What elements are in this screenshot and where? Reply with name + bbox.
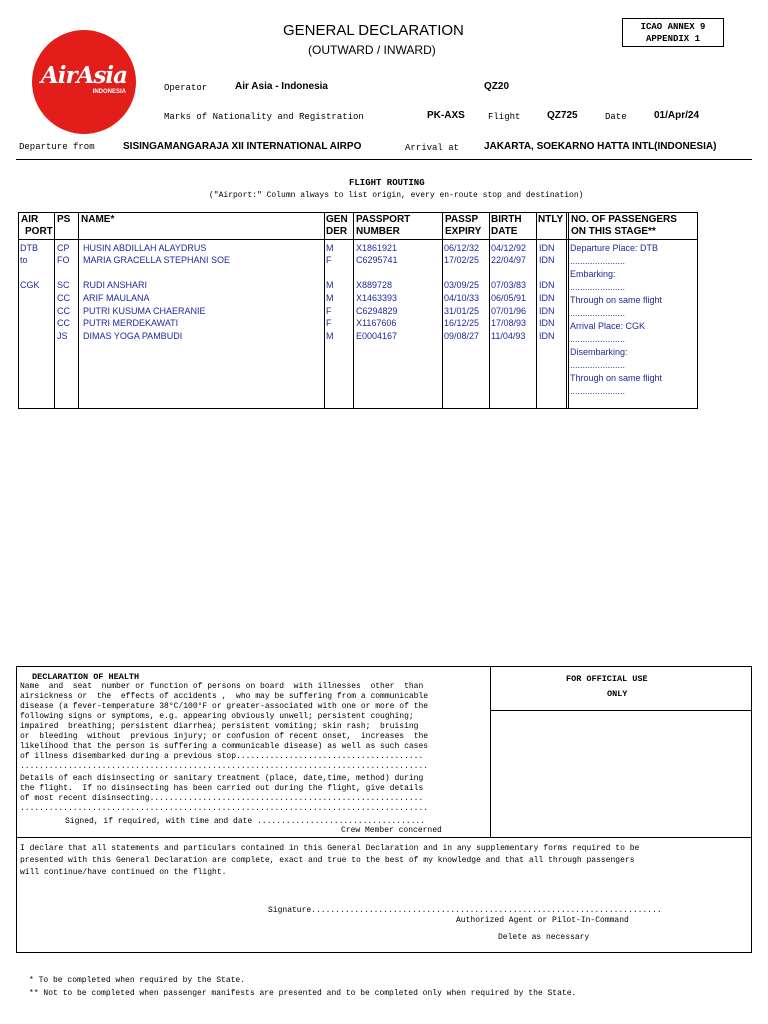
crew-position: CC: [57, 293, 70, 303]
crew-gender: F: [326, 306, 332, 316]
crew-birth: 11/04/93: [491, 331, 526, 341]
column-divider: [54, 213, 55, 408]
column-divider: [442, 213, 443, 408]
text-line: the flight. If no disinsecting has been carried out during the flight, give details: [20, 784, 424, 793]
registration-label: Marks of Nationality and Registration: [164, 112, 364, 122]
arrival-label: Arrival at: [405, 143, 460, 153]
text-line: .....................................................................................: [20, 804, 429, 813]
health-paragraph-illness: [20, 682, 428, 772]
crew-birth: 06/05/91: [491, 293, 527, 303]
column-divider: [568, 213, 569, 408]
document-subtitle: (OUTWARD / INWARD): [308, 43, 436, 57]
dotted-blank: ......................: [570, 386, 626, 396]
arrival-place: Arrival Place: CGK: [570, 321, 646, 331]
text-line: following signs or symptoms, e.g. appearing obviously unwell; persistent coughing;: [20, 712, 414, 721]
crew-birth: 07/03/83: [491, 280, 527, 290]
crew-position: CC: [57, 306, 70, 316]
arrival-value: JAKARTA, SOEKARNO HATTA INTL(INDONESIA): [484, 141, 717, 152]
health-paragraph-disinsecting: [20, 774, 428, 814]
official-use-underline: [490, 710, 751, 711]
col-header-passport: PASSPORT NUMBER: [356, 214, 411, 237]
health-title: DECLARATION OF HEALTH: [32, 672, 140, 682]
operator-label: Operator: [164, 83, 208, 93]
registration-value: PK-AXS: [427, 110, 465, 121]
crew-name: PUTRI KUSUMA CHAERANIE: [83, 306, 206, 316]
crew-nationality: IDN: [539, 243, 555, 253]
crew-passport: X889728: [356, 280, 393, 290]
text-line: disease (a fever-temperature 38°C/100°F or greater-associated with one or more of the: [20, 702, 429, 711]
declaration-of-health-box: [16, 666, 752, 953]
airport-destination: CGK: [20, 280, 40, 290]
logo-country: INDONESIA: [92, 89, 126, 95]
through-flight-label: Through on same flight: [570, 373, 663, 383]
signature-line: Signature.........................................................................: [268, 906, 662, 915]
annex-line: ICAO ANNEX 9: [640, 22, 706, 32]
crew-position: CP: [57, 243, 70, 253]
col-header-airport: AIR PORT: [21, 214, 53, 237]
text-line: Name and seat number or function of persons on board with illnesses other than: [20, 682, 424, 691]
text-line: presented with this General Declaration are complete, exact and true to the best of my knowledge and that all through passengers: [20, 856, 635, 865]
routing-title: FLIGHT ROUTING: [349, 178, 425, 188]
footnote-state: * To be completed when required by the State.: [29, 976, 246, 985]
crew-name: ARIF MAULANA: [83, 293, 150, 303]
declaration-statement: [20, 843, 639, 879]
column-divider: [566, 213, 567, 408]
routing-note: ("Airport:" Column always to list origin, every en-route stop and destination): [209, 191, 584, 200]
crew-nationality: IDN: [539, 306, 555, 316]
column-divider: [324, 213, 325, 408]
crew-position: CC: [57, 318, 70, 328]
crew-birth: 22/04/97: [491, 255, 527, 265]
crew-gender: M: [326, 243, 334, 253]
official-use-only: ONLY: [607, 689, 628, 699]
crew-expiry: 17/02/25: [444, 255, 480, 265]
crew-expiry: 09/08/27: [444, 331, 480, 341]
crew-gender: F: [326, 255, 332, 265]
text-line: Details of each disinsecting or sanitary treatment (place, date,time, method) during: [20, 774, 424, 783]
crew-nationality: IDN: [539, 318, 555, 328]
dotted-blank: ......................: [570, 282, 626, 292]
crew-expiry: 03/09/25: [444, 280, 480, 290]
crew-name: MARIA GRACELLA STEPHANI SOE: [83, 255, 231, 265]
operator-value: Air Asia - Indonesia: [235, 81, 328, 92]
text-line: likelihood that the person is suffering a communicable disease) as well as such cases: [20, 742, 429, 751]
column-divider: [489, 213, 490, 408]
crew-position: JS: [57, 331, 68, 341]
flight-value: QZ725: [547, 110, 578, 121]
crew-expiry: 06/12/32: [444, 243, 480, 253]
dotted-blank: ......................: [570, 308, 626, 318]
column-divider: [353, 213, 354, 408]
icao-annex-box: [622, 18, 724, 47]
embarking-label: Embarking:: [570, 269, 616, 279]
text-line: I declare that all statements and particulars contained in this General Declaration and in any supplementary forms required to be: [20, 844, 640, 853]
departure-value: SISINGAMANGARAJA XII INTERNATIONAL AIRPO: [123, 141, 362, 152]
departure-place: Departure Place: DTB: [570, 243, 659, 253]
text-line: of illness disembarked during a previous stop.......................................: [20, 752, 424, 761]
crew-name: PUTRI MERDEKAWATI: [83, 318, 179, 328]
text-line: or bleeding without previous injury; or confusion of recent onset, increases the: [20, 732, 429, 741]
crew-passport: X1167606: [356, 318, 397, 328]
crew-position: SC: [57, 280, 70, 290]
airasia-logo: [32, 30, 136, 134]
text-line: will continue/have continued on the flight.: [20, 868, 227, 877]
crew-passport: X1861921: [356, 243, 398, 253]
appendix-line: APPENDIX 1: [645, 34, 700, 44]
through-flight-label: Through on same flight: [570, 295, 663, 305]
crew-member-label: Crew Member concerned: [341, 826, 442, 835]
crew-expiry: 04/10/33: [444, 293, 480, 303]
header-divider-line: [19, 239, 697, 240]
dotted-blank: ......................: [570, 334, 626, 344]
passenger-stage-info: [570, 243, 662, 399]
declaration-divider: [17, 837, 751, 838]
column-divider: [78, 213, 79, 408]
crew-name: HUSIN ABDILLAH ALAYDRUS: [83, 243, 207, 253]
crew-gender: M: [326, 331, 334, 341]
col-header-birth: BIRTH DATE: [491, 214, 522, 237]
crew-passport: X1463393: [356, 293, 398, 303]
text-line: airsickness or the effects of accidents , who may be suffering from a communicable: [20, 692, 429, 701]
footnote-manifest: ** Not to be completed when passenger manifests are presented and to be completed only when required by the State.: [29, 989, 577, 998]
operator-code: QZ20: [484, 81, 510, 92]
crew-nationality: IDN: [539, 280, 555, 290]
airport-to: to: [20, 255, 28, 265]
crew-gender: M: [326, 293, 334, 303]
col-header-expiry: PASSP EXPIRY: [445, 214, 482, 237]
text-line: impaired breathing; persistent diarrhea; persistent vomiting; skin rash; bruising: [20, 722, 419, 731]
airport-origin: DTB: [20, 243, 38, 253]
crew-name: DIMAS YOGA PAMBUDI: [83, 331, 183, 341]
crew-position: FO: [57, 255, 70, 265]
departure-label: Departure from: [19, 142, 95, 152]
crew-name: RUDI ANSHARI: [83, 280, 148, 290]
column-divider: [536, 213, 537, 408]
col-header-ps: PS: [57, 214, 71, 225]
col-header-ntly: NTLY: [538, 214, 564, 225]
official-use-divider: [490, 667, 491, 837]
crew-passport: C6295741: [356, 255, 398, 265]
dotted-blank: ......................: [570, 256, 626, 266]
crew-passport: C6294829: [356, 306, 398, 316]
disembarking-label: Disembarking:: [570, 347, 628, 357]
official-use-title: FOR OFFICIAL USE: [566, 674, 648, 684]
flight-routing-table: [18, 212, 698, 409]
crew-birth: 04/12/92: [491, 243, 527, 253]
text-line: of most recent disinsecting.........................................................: [20, 794, 424, 803]
crew-gender: M: [326, 280, 334, 290]
dotted-blank: ......................: [570, 360, 626, 370]
logo-wordmark: AirAsia: [40, 62, 128, 89]
header-divider: [16, 159, 752, 160]
text-line: .....................................................................................: [20, 762, 429, 771]
date-label: Date: [605, 112, 627, 122]
authorized-agent-label: Authorized Agent or Pilot-In-Command: [456, 916, 629, 925]
crew-nationality: IDN: [539, 293, 555, 303]
date-value: 01/Apr/24: [654, 110, 700, 121]
crew-birth: 17/08/93: [491, 318, 527, 328]
signed-line: Signed, if required, with time and date ...................................: [65, 817, 426, 826]
col-header-passengers: NO. OF PASSENGERS ON THIS STAGE**: [571, 214, 677, 237]
flight-label: Flight: [488, 112, 521, 122]
crew-gender: F: [326, 318, 332, 328]
delete-note: Delete as necessary: [498, 933, 590, 942]
crew-nationality: IDN: [539, 331, 555, 341]
col-header-name: NAME*: [81, 214, 115, 225]
col-header-gender: GEN DER: [326, 214, 348, 237]
document-title: GENERAL DECLARATION: [283, 22, 464, 39]
crew-birth: 07/01/96: [491, 306, 527, 316]
crew-nationality: IDN: [539, 255, 555, 265]
crew-passport: E0004167: [356, 331, 398, 341]
crew-expiry: 16/12/25: [444, 318, 480, 328]
crew-expiry: 31/01/25: [444, 306, 480, 316]
